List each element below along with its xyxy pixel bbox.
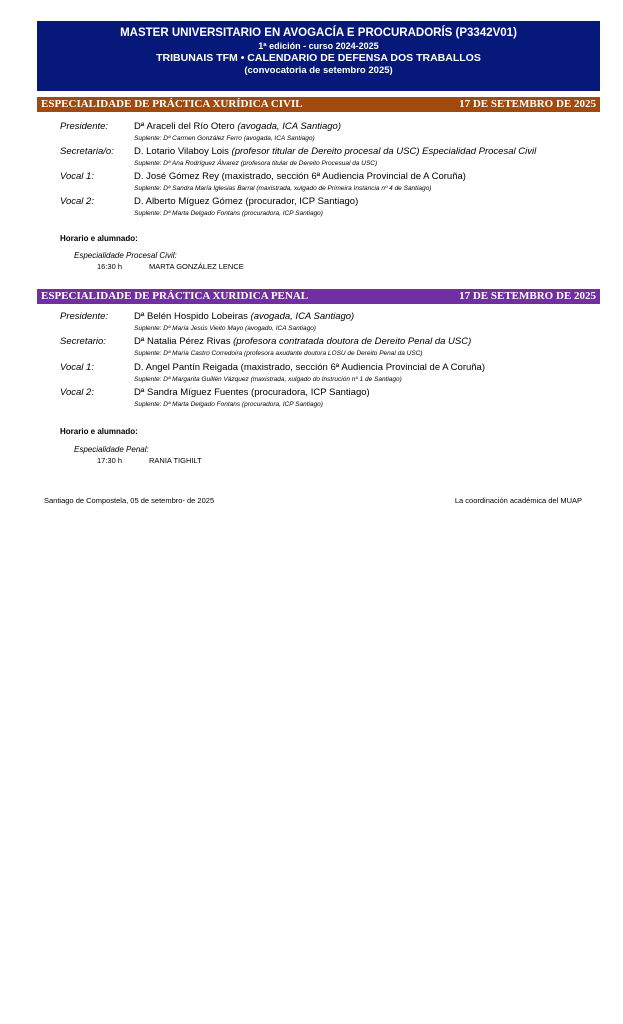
member-role: Secretario:: [60, 336, 106, 347]
section-date: 17 DE SETEMBRO DE 2025: [459, 98, 596, 110]
speciality-label: Especialidade Penal:: [74, 445, 149, 454]
member-name: Dª Araceli del Río Otero (avogada, ICA Santiago): [134, 121, 341, 132]
member-name: Dª Sandra Míguez Fuentes (procuradora, ICP Santiago): [134, 387, 370, 398]
slot-student: RANIA TIGHILT: [149, 456, 202, 465]
member-substitute: Suplente: Dª Ana Rodríguez Álvarez (profesora titular de Dereito Procesual da USC): [134, 160, 378, 167]
section-band-penal: [37, 289, 600, 304]
member-role: Presidente:: [60, 121, 109, 132]
section-title: ESPECIALIDADE DE PRÁCTICA XURIDICA PENAL: [41, 290, 309, 302]
member-role: Secretaria/o:: [60, 146, 114, 157]
member-substitute: Suplente: Dª Margarita Guillén Vázquez (maxistrada, xulgado do Instrución nº 1 de Santiago): [134, 376, 402, 383]
member-role: Vocal 1:: [60, 171, 94, 182]
member-name: D. Angel Pantín Reigada (maxistrado, sección 6ª Audiencia Provincial de A Coruña): [134, 362, 485, 373]
member-name: Dª Belén Hospido Lobeiras (avogada, ICA Santiago): [134, 311, 355, 322]
member-name: D. Alberto Míguez Gómez (procurador, ICP Santiago): [134, 196, 359, 207]
speciality-label: Especialidade Procesal Civil:: [74, 251, 177, 260]
header-call: (convocatoria de setembro 2025): [244, 65, 393, 76]
member-substitute: Suplente: Dª Marta Delgado Fontans (procuradora, ICP Santiago): [134, 401, 323, 408]
member-substitute: Suplente: Dª Sandra María Iglesias Barral (maxistrada, xulgado de Primeira Instancia nº 4 de Santiago): [134, 185, 432, 192]
schedule-label: Horario e alumnado:: [60, 234, 138, 243]
member-substitute: Suplente: Dª María Jesús Vieito Mayo (avogado, ICA Santiago): [134, 325, 316, 332]
header-title: MASTER UNIVERSITARIO EN AVOGACÍA E PROCURADORÍS (P3342V01): [120, 27, 517, 39]
member-role: Vocal 1:: [60, 362, 94, 373]
slot-student: MARTA GONZÁLEZ LENCE: [149, 262, 244, 271]
section-date: 17 DE SETEMBRO DE 2025: [459, 290, 596, 302]
slot-time: 16:30 h: [97, 262, 123, 271]
section-band-civil: [37, 97, 600, 112]
header-subtitle: TRIBUNAIS TFM • CALENDARIO DE DEFENSA DOS TRABALLOS: [156, 52, 481, 64]
member-role: Vocal 2:: [60, 387, 94, 398]
footer-signature: La coordinación académica del MUAP: [454, 496, 582, 505]
slot-time: 17:30 h: [97, 456, 123, 465]
member-substitute: Suplente: Dª Marta Delgado Fontans (procuradora, ICP Santiago): [134, 210, 323, 217]
header-edition: 1ª edición - curso 2024-2025: [258, 41, 379, 51]
section-title: ESPECIALIDADE DE PRÁCTICA XURÍDICA CIVIL: [41, 98, 303, 110]
member-substitute: Suplente: Dª Carmen González Ferro (avogada, ICA Santiago): [134, 135, 315, 142]
member-substitute: Suplente: Dª María Castro Corredoira (profesora axudante doutora LOSU de Dereito Penal da USC): [134, 350, 423, 357]
member-role: Presidente:: [60, 311, 109, 322]
member-name: D. Lotario Vilaboy Lois (profesor titular de Dereito procesal da USC) Especialidad Procesal Civil: [134, 146, 537, 157]
document-header: [37, 21, 600, 91]
member-name: D. José Gómez Rey (maxistrado, sección 6ª Audiencia Provincial de A Coruña): [134, 171, 466, 182]
footer-place-date: Santiago de Compostela, 05 de setembro- de 2025: [44, 496, 215, 505]
member-name: Dª Natalia Pérez Rivas (profesora contratada doutora de Dereito Penal da USC): [134, 336, 472, 347]
schedule-label: Horario e alumnado:: [60, 427, 138, 436]
member-role: Vocal 2:: [60, 196, 94, 207]
